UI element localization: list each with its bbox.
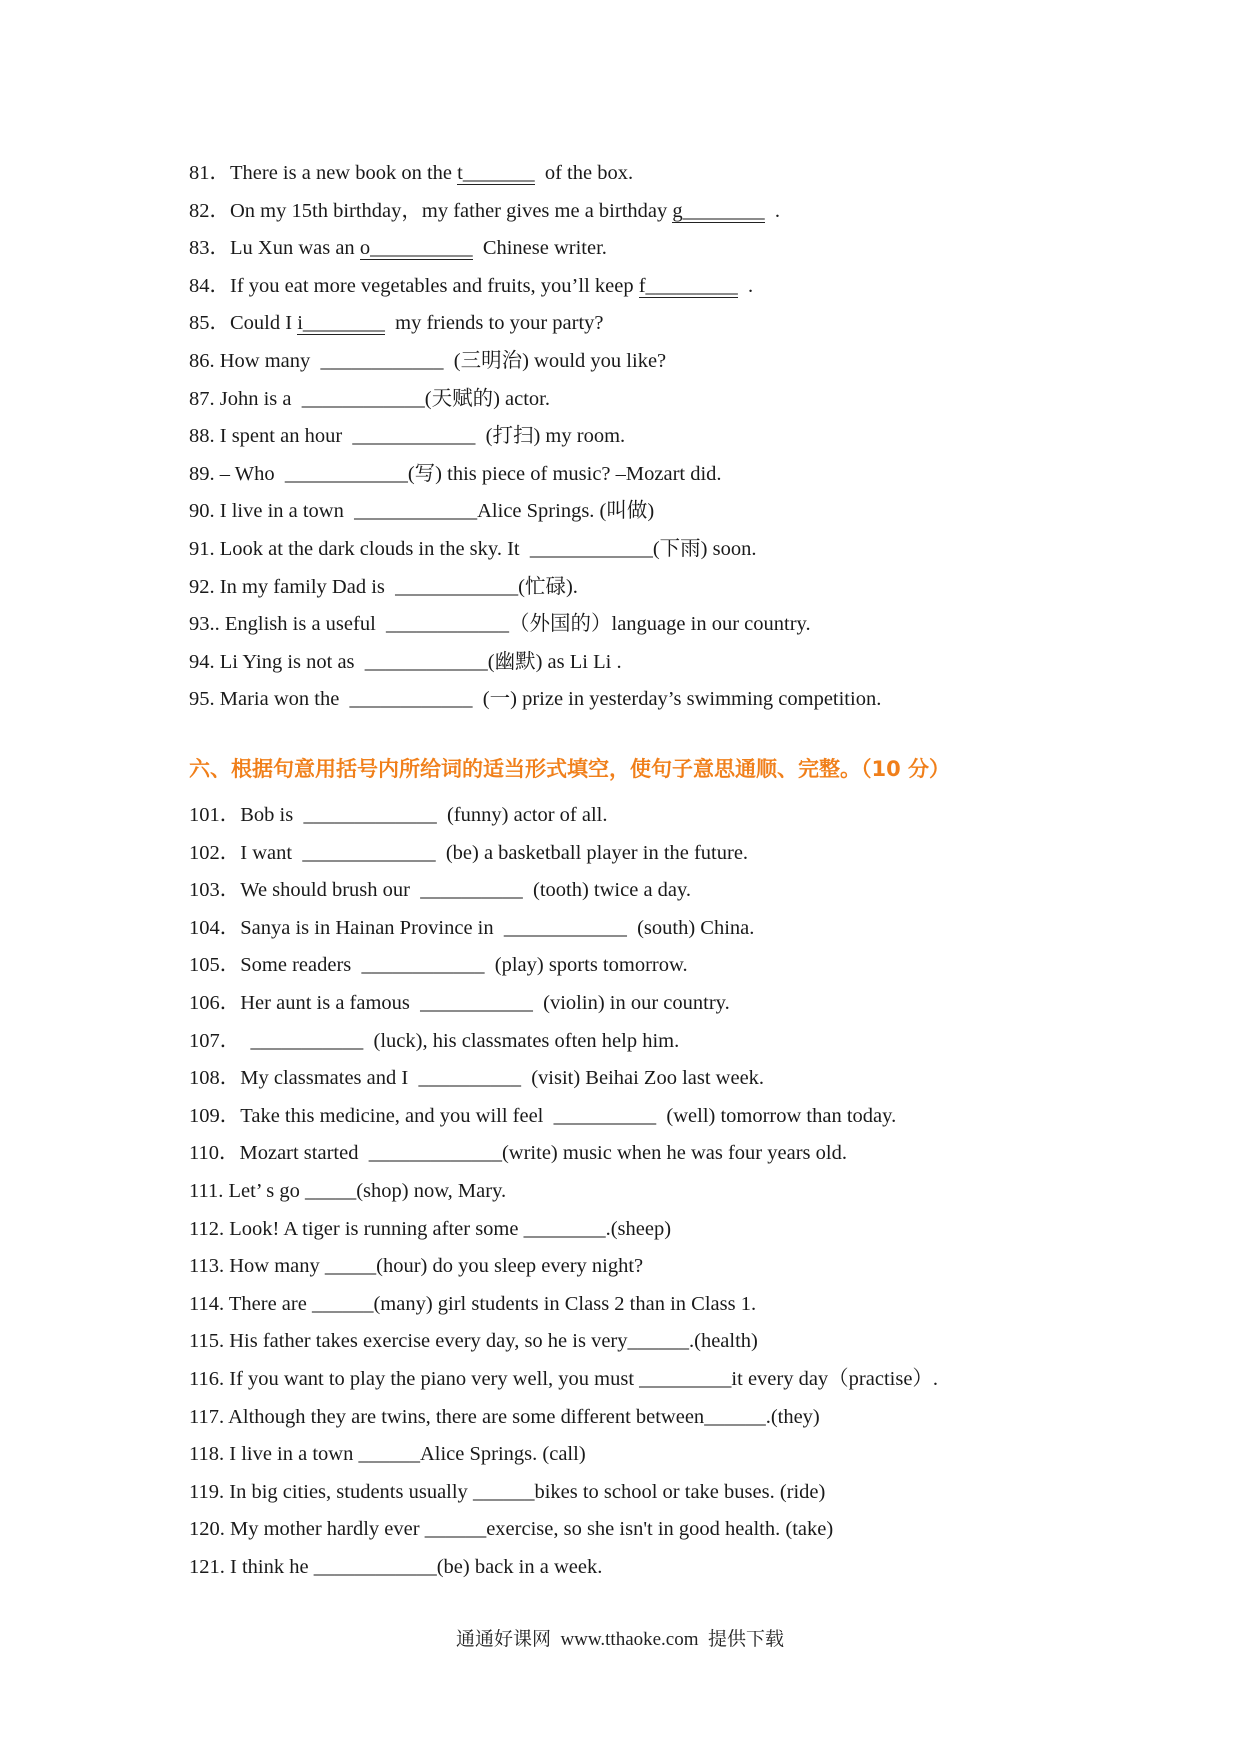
exercise-item (189, 1361, 1089, 1399)
fill-in-blank[interactable]: ____________ (349, 688, 473, 711)
item-text-after: (well) tomorrow than today. (656, 1104, 897, 1127)
exercise-item (189, 155, 1089, 193)
item-text-after: bikes to school or take buses. (ride) (534, 1480, 826, 1503)
exercise-item (189, 230, 1089, 268)
exercise-item (189, 493, 1089, 531)
item-text-before: 107． (189, 1029, 251, 1052)
exercise-item (189, 606, 1089, 644)
exercise-item (189, 268, 1089, 306)
exercise-item (189, 418, 1089, 456)
fill-in-blank[interactable]: ____________ (284, 462, 408, 485)
footer-text: 通通好课网 www.tthaoke.com 提供下载 (455, 1629, 785, 1650)
item-text-before: 105．Some readers (189, 954, 362, 977)
item-text-after: (write) music when he was four years old. (501, 1142, 847, 1165)
fill-in-blank[interactable]: _____ (304, 1179, 357, 1202)
item-text-after: (play) sports tomorrow. (484, 954, 688, 977)
exercise-item (189, 681, 1089, 719)
fill-in-blank[interactable]: __________ (420, 879, 523, 902)
item-text-after: (天赋的) actor. (424, 387, 550, 410)
blank-hint-letter: t (457, 162, 463, 184)
exercise-item (189, 1023, 1089, 1061)
item-text-after: (funny) actor of all. (436, 804, 608, 826)
fill-in-blank[interactable]: __________ (418, 1067, 521, 1090)
item-text-before: 101．Bob is (189, 804, 304, 826)
exercise-item (189, 1436, 1089, 1474)
section-heading: 六、根据句意用括号内所给词的适当形式填空，使句子意思通顺、完整。（10 分） (189, 757, 951, 781)
item-text-before: 87. John is a (189, 387, 302, 410)
exercise-item (189, 305, 1089, 343)
fill-in-blank[interactable]: ______ (704, 1405, 766, 1428)
fill-in-blank[interactable]: _____ (324, 1255, 377, 1278)
exercise-item (189, 1323, 1089, 1361)
fill-in-blank[interactable]: ____________ (386, 613, 510, 636)
exercise-item (189, 1173, 1089, 1211)
item-text-before: 104．Sanya is in Hainan Province in (189, 916, 504, 939)
item-text-before: 102．I want (189, 841, 303, 864)
item-text-after: (be) a basketball player in the future. (435, 841, 749, 864)
item-text-after: (三明治) would you like? (443, 349, 667, 372)
item-text-after: (violin) in our country. (532, 991, 730, 1014)
fill-in-blank[interactable]: ___________ (250, 1029, 364, 1052)
item-text-after: (一) prize in yesterday’s swimming competition. (472, 688, 882, 711)
item-text-after: .(health) (689, 1330, 758, 1353)
item-text-before: 116. If you want to play the piano very well, you must (189, 1367, 640, 1390)
item-text-before: 112. Look! A tiger is running after some (189, 1217, 524, 1240)
exercise-item (189, 343, 1089, 381)
item-text-after: (many) girl students in Class 2 than in Class 1. (373, 1292, 757, 1315)
item-text-after: (下雨) soon. (652, 537, 757, 560)
exercise-item (189, 193, 1089, 231)
fill-in-blank[interactable]: _____________ (302, 841, 436, 864)
item-text-before: 113. How many (189, 1255, 325, 1278)
fill-in-blank[interactable]: ____________ (395, 575, 519, 598)
item-text-before: 108．My classmates and I (189, 1067, 419, 1090)
item-text-after: of the box. (534, 162, 634, 184)
fill-in-blank[interactable]: _____________ (303, 804, 437, 826)
item-text-after: (shop) now, Mary. (356, 1179, 507, 1202)
item-text-after: (south) China. (626, 916, 755, 939)
item-text-after: (幽默) as Li Li . (487, 650, 622, 673)
exercise-item (189, 456, 1089, 494)
item-text-after: (visit) Beihai Zoo last week. (520, 1067, 765, 1090)
item-text-after: exercise, so she isn't in good health. (take) (486, 1518, 834, 1541)
exercise-item (189, 1060, 1089, 1098)
exercise-item (189, 872, 1089, 910)
exercise-item (189, 910, 1089, 948)
item-text-after: (luck), his classmates often help him. (363, 1029, 680, 1052)
item-text-before: 90. I live in a town (189, 500, 355, 523)
fill-in-blank[interactable]: ____________ (313, 1555, 437, 1578)
item-text-before: 86. How many (189, 349, 321, 372)
item-text-before: 117. Although they are twins, there are some different between (189, 1405, 705, 1428)
fill-in-blank[interactable] (360, 237, 473, 260)
fill-in-blank[interactable]: ______ (627, 1330, 689, 1353)
item-text-before: 118. I live in a town (189, 1443, 359, 1466)
item-text-before: 91. Look at the dark clouds in the sky. It (189, 537, 530, 560)
fill-in-blank[interactable]: ____________ (301, 387, 425, 410)
item-text-before: 115. His father takes exercise every day, so he is very (189, 1330, 628, 1353)
item-text-after: (tooth) twice a day. (522, 879, 692, 902)
item-text-before: 106．Her aunt is a famous (189, 991, 421, 1014)
item-text-before: 120. My mother hardly ever (189, 1518, 425, 1541)
blank-underline: __________ (370, 237, 473, 260)
item-text-before: 111. Let’ s go (189, 1179, 305, 1202)
fill-in-blank[interactable] (672, 200, 764, 223)
exercise-item (189, 797, 1089, 835)
fill-in-blank[interactable]: ____________ (320, 349, 444, 372)
blank-hint-letter: g (672, 199, 683, 222)
item-text-before: 82．On my 15th birthday，my father gives me a birthday (189, 199, 673, 222)
exercise-item (189, 1511, 1089, 1549)
fill-in-blank[interactable]: _________ (639, 1367, 732, 1390)
item-text-after: Alice Springs. (叫做) (477, 500, 655, 523)
exercise-item (189, 1474, 1089, 1512)
fill-in-blank[interactable]: ______ (311, 1292, 374, 1315)
fill-in-blank[interactable]: ____________ (354, 500, 478, 523)
fill-in-blank[interactable] (297, 312, 385, 335)
exercise-item (189, 381, 1089, 419)
section-one-list (189, 155, 1089, 719)
item-text-after: (写) this piece of music? –Mozart did. (407, 462, 722, 485)
exercise-item (189, 644, 1089, 682)
fill-in-blank[interactable]: ____________ (364, 650, 488, 673)
item-text-before: 92. In my family Dad is (189, 575, 396, 598)
fill-in-blank[interactable]: _____________ (368, 1142, 502, 1165)
exercise-item (189, 531, 1089, 569)
item-text-after: Chinese writer. (472, 237, 607, 260)
item-text-before: 81．There is a new book on the (189, 162, 458, 184)
item-text-before: 85．Could I (189, 312, 298, 335)
exercise-item (189, 1399, 1089, 1437)
item-text-before: 89. – Who (189, 462, 285, 485)
blank-underline: _______ (462, 162, 535, 184)
item-text-before: 109．Take this medicine, and you will feel (189, 1104, 554, 1127)
item-text-before: 93.. English is a useful (189, 613, 387, 636)
item-text-before: 95. Maria won the (189, 688, 350, 711)
exercise-item (189, 985, 1089, 1023)
item-text-before: 94. Li Ying is not as (189, 650, 365, 673)
section-two-list (189, 797, 1089, 1586)
fill-in-blank[interactable]: ____________ (503, 916, 627, 939)
blank-underline: ________ (682, 199, 765, 222)
fill-in-blank[interactable]: ______ (358, 1443, 420, 1466)
item-text-after: .(sheep) (605, 1217, 672, 1240)
fill-in-blank[interactable]: ___________ (420, 991, 533, 1014)
item-text-before: 83．Lu Xun was an (189, 237, 360, 260)
item-text-after: my friends to your party? (384, 312, 604, 335)
blank-hint-letter: i (297, 312, 303, 335)
item-text-after: . (737, 274, 754, 297)
exercise-item (189, 947, 1089, 985)
blank-underline: ________ (302, 312, 385, 335)
fill-in-blank[interactable] (457, 162, 534, 185)
item-text-after: Alice Springs. (call) (419, 1443, 586, 1466)
blank-underline: _________ (645, 274, 738, 297)
item-text-after: (hour) do you sleep every night? (376, 1255, 644, 1278)
item-text-before: 114. There are (189, 1292, 312, 1315)
exercise-item (189, 1286, 1089, 1324)
item-text-before: 121. I think he (189, 1555, 314, 1578)
fill-in-blank[interactable]: ____________ (352, 425, 476, 448)
exercise-item (189, 1098, 1089, 1136)
item-text-before: 103．We should brush our (189, 879, 421, 902)
fill-in-blank[interactable]: ______ (424, 1518, 487, 1541)
item-text-before: 110．Mozart started (189, 1142, 369, 1165)
item-text-after: (be) back in a week. (436, 1555, 603, 1578)
fill-in-blank[interactable]: ____________ (361, 954, 485, 977)
item-text-after: （外国的）language in our country. (509, 613, 811, 636)
fill-in-blank[interactable]: ________ (523, 1217, 606, 1240)
fill-in-blank[interactable]: ____________ (529, 537, 653, 560)
item-text-after: (打扫) my room. (475, 425, 626, 448)
item-text-after: (忙碌). (518, 575, 578, 598)
fill-in-blank[interactable]: __________ (553, 1104, 657, 1127)
exercise-item (189, 569, 1089, 607)
item-text-after: .(they) (765, 1405, 820, 1428)
item-text-after: it every day（practise）. (731, 1367, 939, 1390)
blank-hint-letter: o (359, 237, 371, 260)
item-text-before: 84．If you eat more vegetables and fruits, you’ll keep (189, 274, 639, 297)
item-text-before: 88. I spent an hour (189, 425, 353, 448)
item-text-before: 119. In big cities, students usually (189, 1480, 473, 1503)
exercise-item (189, 1135, 1089, 1173)
exercise-item (189, 1549, 1089, 1587)
item-text-after: . (764, 199, 780, 222)
exercise-item (189, 1248, 1089, 1286)
exercise-item (189, 835, 1089, 873)
fill-in-blank[interactable] (639, 275, 738, 298)
blank-hint-letter: f (638, 274, 646, 297)
fill-in-blank[interactable]: ______ (472, 1480, 535, 1503)
exercise-item (189, 1211, 1089, 1249)
